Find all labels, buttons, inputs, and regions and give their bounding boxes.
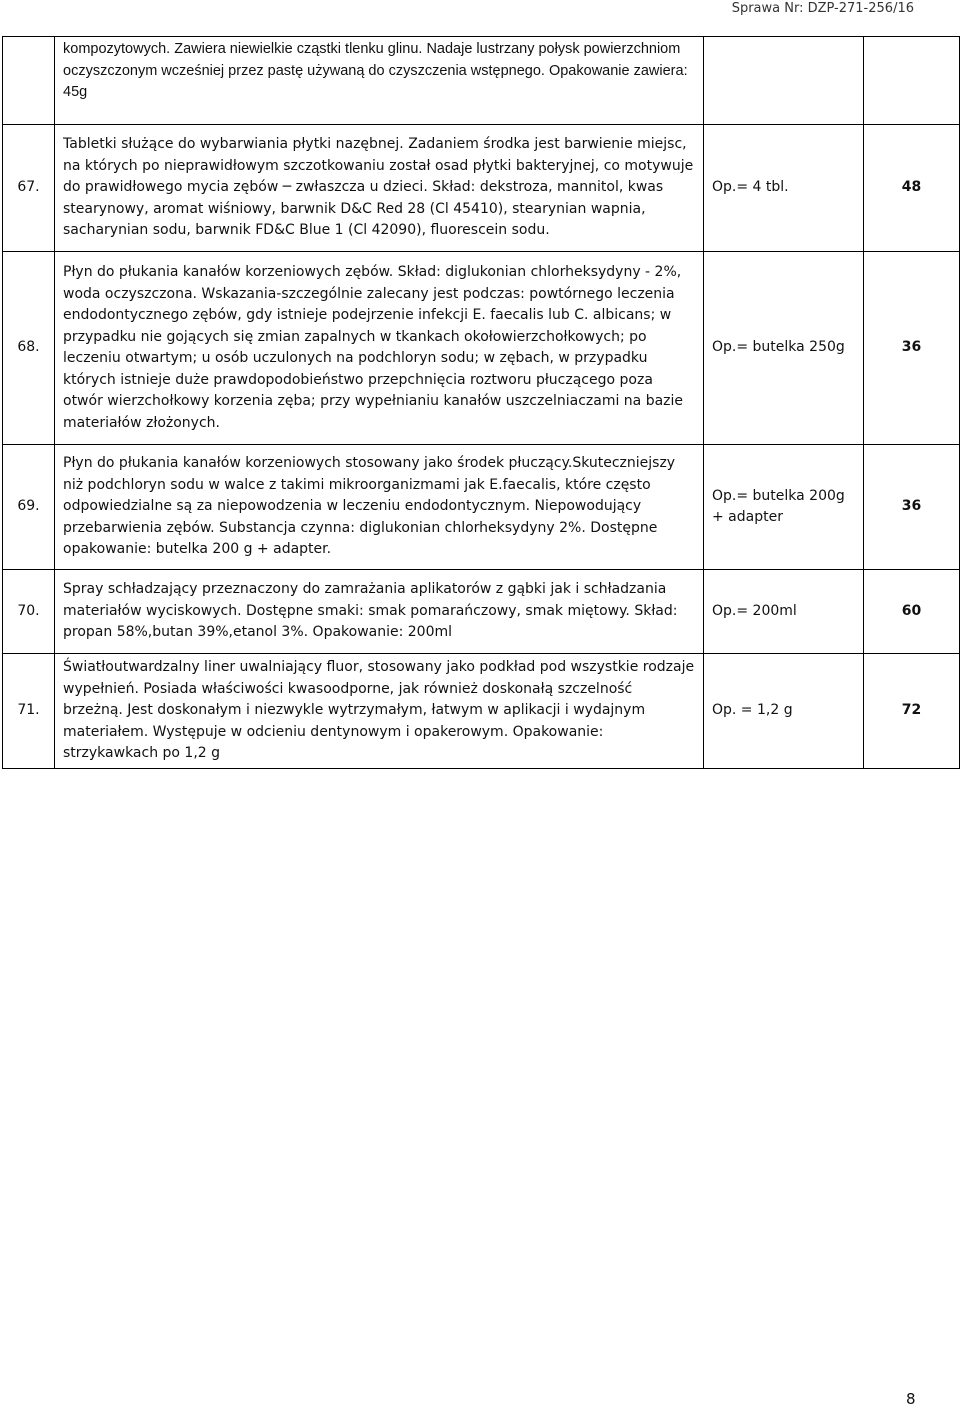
row-description: kompozytowych. Zawiera niewielkie cząstki tlenku glinu. Nadaje lustrzany połysk powierzchniom oczyszczonym wcześniej przez pastę używaną do czyszczenia wstępnego. Opakowanie zawiera: 45g <box>55 37 704 125</box>
row-description: Płyn do płukania kanałów korzeniowych stosowany jako środek płuczący.Skuteczniejszy niż podchloryn sodu w walce z takimi mikroorganizmami jak E.faecalis, które często odpowiedzialne są za niepowodzenia w leczeniu endodontycznym. Niepowodujący przebarwienia zębów. Substancja czynna: diglukonian chlorheksydyny 2%. Dostępne opakowanie: butelka 200 g + adapter. <box>55 445 704 570</box>
row-quantity <box>864 37 960 125</box>
table-row <box>3 445 960 570</box>
specification-table <box>2 36 960 769</box>
page-number: 8 <box>906 1390 916 1408</box>
row-package: Op. = 1,2 g <box>704 654 864 769</box>
row-package: Op.= 200ml <box>704 570 864 654</box>
case-number: Sprawa Nr: DZP-271-256/16 <box>731 1 914 16</box>
row-quantity: 48 <box>864 125 960 252</box>
row-quantity: 36 <box>864 445 960 570</box>
row-package: Op.= 4 tbl. <box>704 125 864 252</box>
table-row <box>3 654 960 769</box>
row-number: 71. <box>3 654 55 769</box>
row-package: Op.= butelka 200g + adapter <box>704 445 864 570</box>
table-row <box>3 37 960 125</box>
table-row <box>3 125 960 252</box>
row-number: 70. <box>3 570 55 654</box>
row-number: 68. <box>3 252 55 445</box>
row-quantity: 72 <box>864 654 960 769</box>
row-package <box>704 37 864 125</box>
table-row <box>3 570 960 654</box>
table-row <box>3 252 960 445</box>
row-package: Op.= butelka 250g <box>704 252 864 445</box>
row-quantity: 36 <box>864 252 960 445</box>
row-description: Płyn do płukania kanałów korzeniowych zębów. Skład: diglukonian chlorheksydyny - 2%, woda oczyszczona. Wskazania-szczególnie zalecany jest podczas: powtórnego leczenia endodontycznego zębów, gdy istnieje podejrzenie infekcji E. faecalis lub C. albicans; w przypadku nie gojących się zmian zapalnych w tkankach okołowierzchołkowych; po leczeniu otwartym; u osób uczulonych na podchloryn sodu; w zębach, w przypadku których istnieje duże prawdopodobieństwo przepchnięcia roztworu płuczącego poza otwór wierzchołkowy korzenia zęba; przy wypełnianiu kanałów uszczelniaczami na bazie materiałów złożonych. <box>55 252 704 445</box>
row-number: 67. <box>3 125 55 252</box>
row-description: Tabletki służące do wybarwiania płytki nazębnej. Zadaniem środka jest barwienie miejsc, na których po nieprawidłowym szczotkowaniu został osad płytki bakteryjnej, co motywuje do prawidłowego mycia zębów ─ zwłaszcza u dzieci. Skład: dekstroza, mannitol, kwas stearynowy, aromat wiśniowy, barwnik D&C Red 28 (Cl 45410), stearynian wapnia, sacharynian sodu, barwnik FD&C Blue 1 (Cl 42090), fluorescein sodu. <box>55 125 704 252</box>
row-number <box>3 37 55 125</box>
row-quantity: 60 <box>864 570 960 654</box>
row-description: Spray schładzający przeznaczony do zamrażania aplikatorów z gąbki jak i schładzania materiałów wyciskowych. Dostępne smaki: smak pomarańczowy, smak miętowy. Skład: propan 58%,butan 39%,etanol 3%. Opakowanie: 200ml <box>55 570 704 654</box>
row-number: 69. <box>3 445 55 570</box>
row-description: Światłoutwardzalny liner uwalniający fluor, stosowany jako podkład pod wszystkie rodzaje wypełnień. Posiada właściwości kwasoodporne, jak również doskonałą szczelność brzeżną. Jest doskonałym i niezwykle wytrzymałym, łatwym w aplikacji i wydajnym materiałem. Występuje w odcieniu dentynowym i opakerowym. Opakowanie: strzykawkach po 1,2 g <box>55 654 704 769</box>
